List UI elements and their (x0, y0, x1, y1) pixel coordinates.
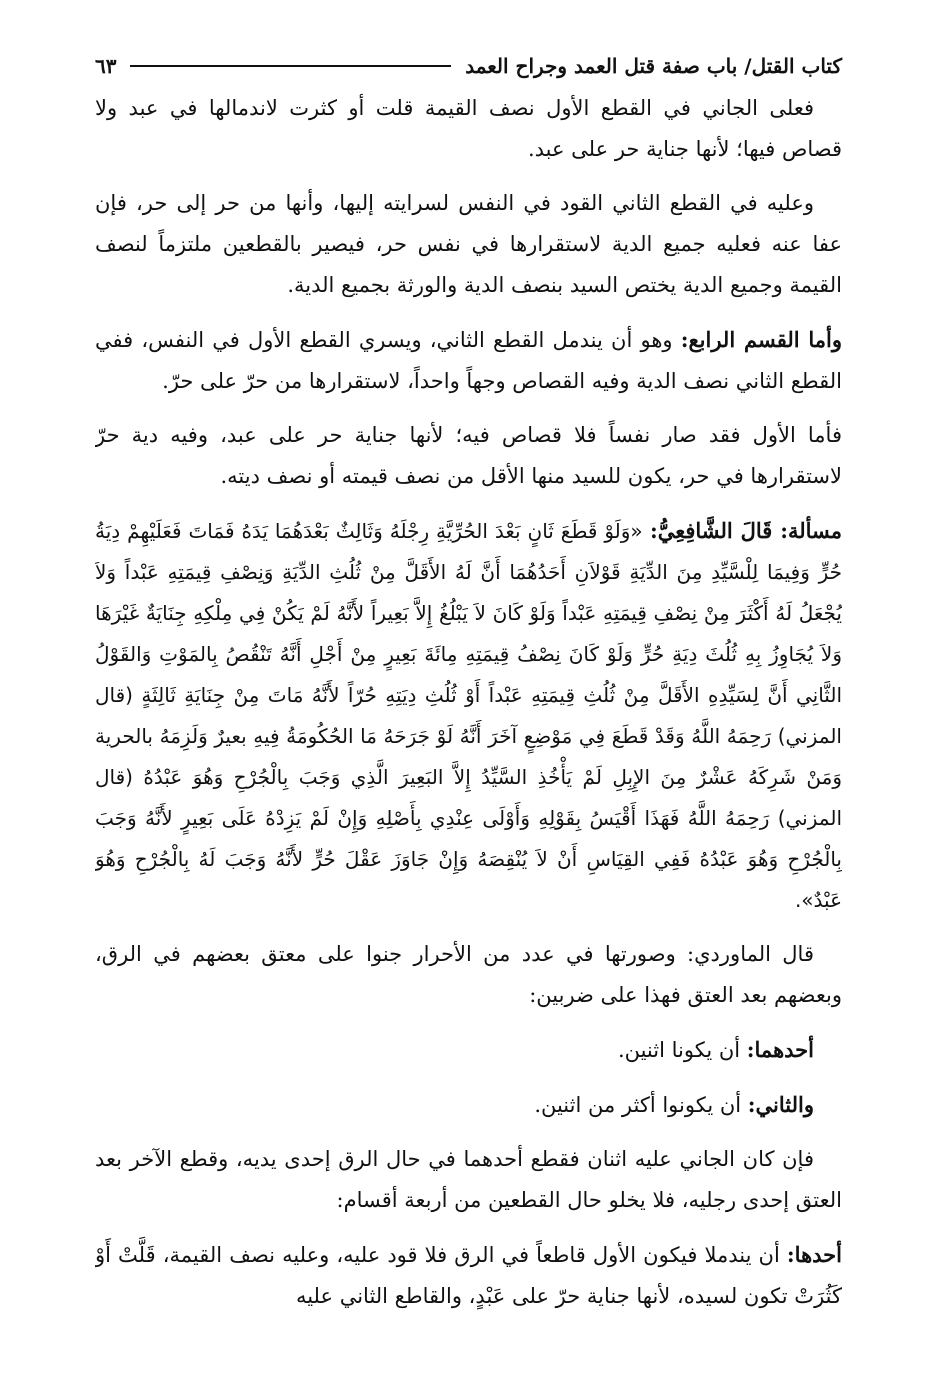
paragraph-text: أن يكونوا أكثر من اثنين. (534, 1093, 742, 1117)
paragraph (95, 319, 842, 402)
paragraph-lead: وأما القسم الرابع: (680, 327, 842, 352)
paragraph-lead: أحدهما: (746, 1037, 814, 1062)
paragraph (95, 415, 842, 497)
header-rule (130, 65, 451, 67)
paragraph (95, 1084, 842, 1126)
page-body (95, 88, 842, 1336)
paragraph-text: قال الماوردي: وصورتها في عدد من الأحرار جنوا على معتق بعضهم في الرق، وبعضهم بعد العتق فهذا على ضربين: (95, 942, 842, 1007)
paragraph-text: أن يندملا فيكون الأول قاطعاً في الرق فلا قود عليه، وعليه نصف القيمة، قَلَّتْ أَوْ كَثُرَتْ تكون لسيده، لأنها جناية حرّ على عَبْدٍ، والقاطع الثاني عليه (95, 1243, 842, 1308)
page-header (95, 46, 842, 86)
quoted-text: «وَلَوْ قَطَعَ ثَانٍ بَعْدَ الحُرِّيَّةِ رِجْلَهُ وَثَالِثٌ بَعْدَهُمَا يَدَهُ فَمَاتَ فَعَلَيْهِمْ دِيَةُ حُرٍّ وَفِيمَا لِلْسَّيِّدِ مِنَ الدِّيَةِ قَوْلاَنِ أَحَدُهُمَا أَنَّ لَهُ الأَقَلَّ مِنْ ثُلُثِ الدِّيَةِ وَنِصْفِ قِيمَتِهِ عَبْداً وَلاَ يُجْعَلُ لَهُ أَكْثَرَ مِنْ نِصْفِ قِيمَتِهِ عَبْداً وَلَوْ كَانَ لاَ يَبْلُغُ إِلاَّ بَعِيراً لأَنَّهُ لَمْ يَكُنْ فِي مِلْكِهِ جِنَايَةٌ غَيْرَهَا وَلاَ يُجَاوِزُ بِهِ ثُلُثَ دِيَةِ حُرٍّ وَلَوْ كَانَ نِصْفُ قِيمَتِهِ مِائَةَ بَعِيرٍ مِنْ أَجْلِ أَنَّهُ تَنْقُصُ بِالمَوْتِ وَالقَوْلُ الثَّانِي أَنَّ لِسَيِّدِهِ الأَقَلَّ مِنْ ثُلُثِ قِيمَتِهِ عَبْداً أَوْ ثُلُثِ دِيَتِهِ حُرّاً لأَنَّهُ مَاتَ مِنْ جِنَايَةِ ثَالِثَةٍ (قال المزني) رَحِمَهُ اللَّهُ وَقَدْ قَطَعَ فِي مَوْضِعٍ آخَرَ أَنَّهُ لَوْ جَرَحَهُ مَا الحُكُومَةُ فِيهِ بعيرٌ وَلَزِمَهُ بالحرية وَمَنْ شَرِكَهُ عَشْرٌ مِنَ الإِبِلِ لَمْ يَأْخُذِ السَّيِّدُ إِلاَّ البَعِيرَ الَّذِي وَجَبَ بِالْجُرْحِ وَهُوَ عَبْدُهُ (قال المزني) رَحِمَهُ اللَّهُ فَهَذَا أَقْيَسُ بِقَوْلِهِ وَأَوْلَى عِنْدِي بِأَصْلِهِ وَإِنْ لَمْ يَزِدْهُ عَلَى بَعِيرٍ لأَنَّهُ وَجَبَ بِالْجُرْحِ وَهُوَ عَبْدُهُ فَفِي القِيَاسِ أَنْ لاَ يُنْقِصَهُ وَإِنْ جَاوَزَ عَقْلَ حُرٍّ لأَنَّهُ وَجَبَ لَهُ بِالْجُرْحِ وَهُوَ عَبْدٌ». (95, 519, 842, 912)
paragraph-lead: أحدها: (786, 1242, 842, 1267)
paragraph-lead: والثاني: (747, 1092, 814, 1117)
paragraph (95, 183, 842, 306)
running-title: كتاب القتل/ باب صفة قتل العمد وجراح العمد (465, 54, 842, 78)
paragraph (95, 934, 842, 1016)
paragraph-text: وهو أن يندمل القطع الثاني، ويسري القطع الأول في النفس، ففي القطع الثاني نصف الدية وفيه القصاص وجهاً واحداً، لاستقرارها من حرّ على حرّ. (95, 328, 842, 393)
paragraph-text: أن يكونا اثنين. (617, 1038, 741, 1062)
paragraph (95, 88, 842, 170)
paragraph (95, 1234, 842, 1317)
paragraph-masala (95, 510, 842, 921)
paragraph (95, 1139, 842, 1221)
paragraph-text: فأما الأول فقد صار نفساً فلا قصاص فيه؛ لأنها جناية حر على عبد، وفيه دية حرّ لاستقرارها في حر، يكون للسيد منها الأقل من نصف قيمته أو نصف ديته. (95, 423, 842, 488)
paragraph-text: فعلى الجاني في القطع الأول نصف القيمة قلت أو كثرت لاندمالها في عبد ولا قصاص فيها؛ لأنها جناية حر على عبد. (95, 96, 842, 161)
paragraph-text: وعليه في القطع الثاني القود في النفس لسرايته إليها، وأنها من حر إلى حر، فإن عفا عنه فعليه جميع الدية لاستقرارها في نفس حر، فيصير بالقطعين ملتزماً لنصف القيمة وجميع الدية يختص السيد بنصف الدية والورثة بجميع الدية. (95, 191, 842, 297)
page-number: ٦٣ (95, 54, 117, 78)
paragraph-text: فإن كان الجاني عليه اثنان فقطع أحدهما في حال الرق إحدى يديه، وقطع الآخر بعد العتق إحدى رجليه، فلا يخلو حال القطعين من أربعة أقسام: (95, 1147, 842, 1212)
paragraph (95, 1029, 842, 1071)
paragraph-lead: مسألة: قَالَ الشَّافِعِيُّ: (649, 518, 842, 543)
